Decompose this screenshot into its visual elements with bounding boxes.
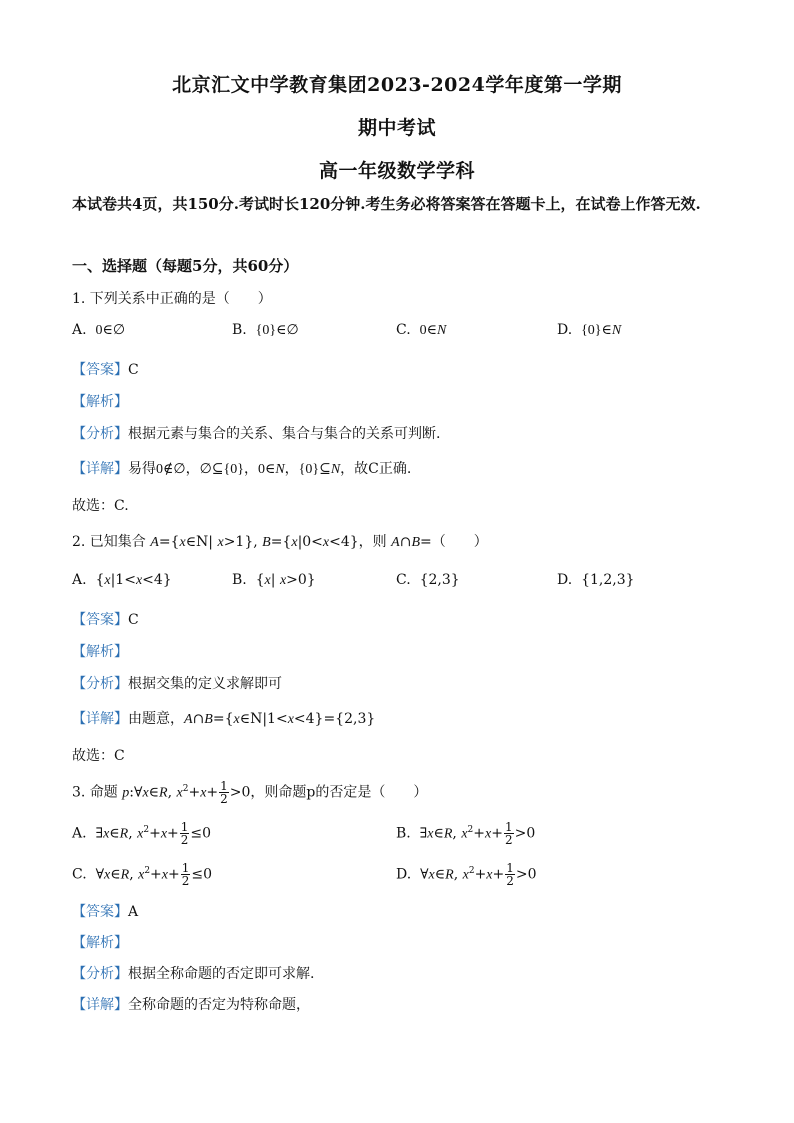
q2-conclusion: 故选：C — [72, 748, 125, 764]
q1-answer: 【答案】C — [72, 362, 139, 378]
q1-xiangjie: 【详解】易得0∉∅，∅⊆{0}，0∈N，{0}⊆N，故C正确. — [72, 461, 412, 477]
question-2-stem: 2. 已知集合 A={x∈N| x>1}, B={x|0<x<4}，则 A∩B=（ ） — [72, 534, 488, 550]
q1-fenxi: 【分析】根据元素与集合的关系、集合与集合的关系可判断. — [72, 426, 441, 442]
q3-option-b: B. ∃x∈R, $x^2+x+$ $\frac{1}{2}$ >0 — [396, 820, 536, 847]
q1-option-c: C. 0∈N — [396, 322, 447, 338]
subject-title: 高一年级数学学科 — [318, 160, 475, 182]
q1-option-a: A. 0∈∅ — [72, 322, 126, 338]
q2-xiangjie: 【详解】由题意，A∩B={x∈N|1<x<4}={2,3} — [72, 711, 376, 727]
q2-option-c: C. {2,3} — [396, 572, 460, 588]
q3-option-c: C. ∀x∈R, $x^2+x+$ $\frac{1}{2}$ ≤0 — [72, 861, 213, 888]
q2-answer: 【答案】C — [72, 612, 139, 628]
q2-option-a: A. {x|1<x<4} — [72, 572, 172, 588]
q3-xiangjie: 【详解】全称命题的否定为特称命题， — [72, 997, 310, 1013]
q3-fenxi: 【分析】根据全称命题的否定即可求解. — [72, 966, 315, 982]
q1-option-b: B. {0}∈∅ — [232, 322, 299, 338]
q1-conclusion: 故选：C. — [72, 498, 129, 514]
exam-instructions: 本试卷共4页，共150分.考试时长120分钟.考生务必将答案答在答题卡上，在试卷上作答无效. — [72, 195, 701, 213]
question-3-stem: 3. 命题 p:∀x∈R, $x^2+x+$ $\frac{1}{2}$ >0，则命题p的否定是（ ） — [72, 779, 428, 806]
q3-answer: 【答案】A — [72, 904, 139, 920]
q3-analysis-label: 【解析】 — [72, 935, 128, 951]
q3-option-d: D. ∀x∈R, $x^2+x+$ $\frac{1}{2}$ >0 — [396, 861, 537, 888]
section-title: 一、选择题（每题5分，共60分） — [72, 257, 299, 275]
q2-analysis-label: 【解析】 — [72, 644, 128, 660]
question-1-stem: 1. 下列关系中正确的是（ ） — [72, 291, 272, 307]
q2-option-b: B. {x| x>0} — [232, 572, 316, 588]
answer-label: 【答案】 — [72, 362, 128, 378]
q3-option-a: A. ∃x∈R, $x^2+x+$ $\frac{1}{2}$ ≤0 — [72, 820, 212, 847]
q1-option-d: D. {0}∈N — [557, 322, 622, 338]
q2-fenxi: 【分析】根据交集的定义求解即可 — [72, 676, 282, 692]
q1-analysis-label: 【解析】 — [72, 394, 128, 410]
exam-title: 北京汇文中学教育集团2023-2024学年度第一学期 — [172, 74, 622, 96]
exam-subtitle: 期中考试 — [357, 117, 436, 139]
q2-option-d: D. {1,2,3} — [557, 572, 635, 588]
